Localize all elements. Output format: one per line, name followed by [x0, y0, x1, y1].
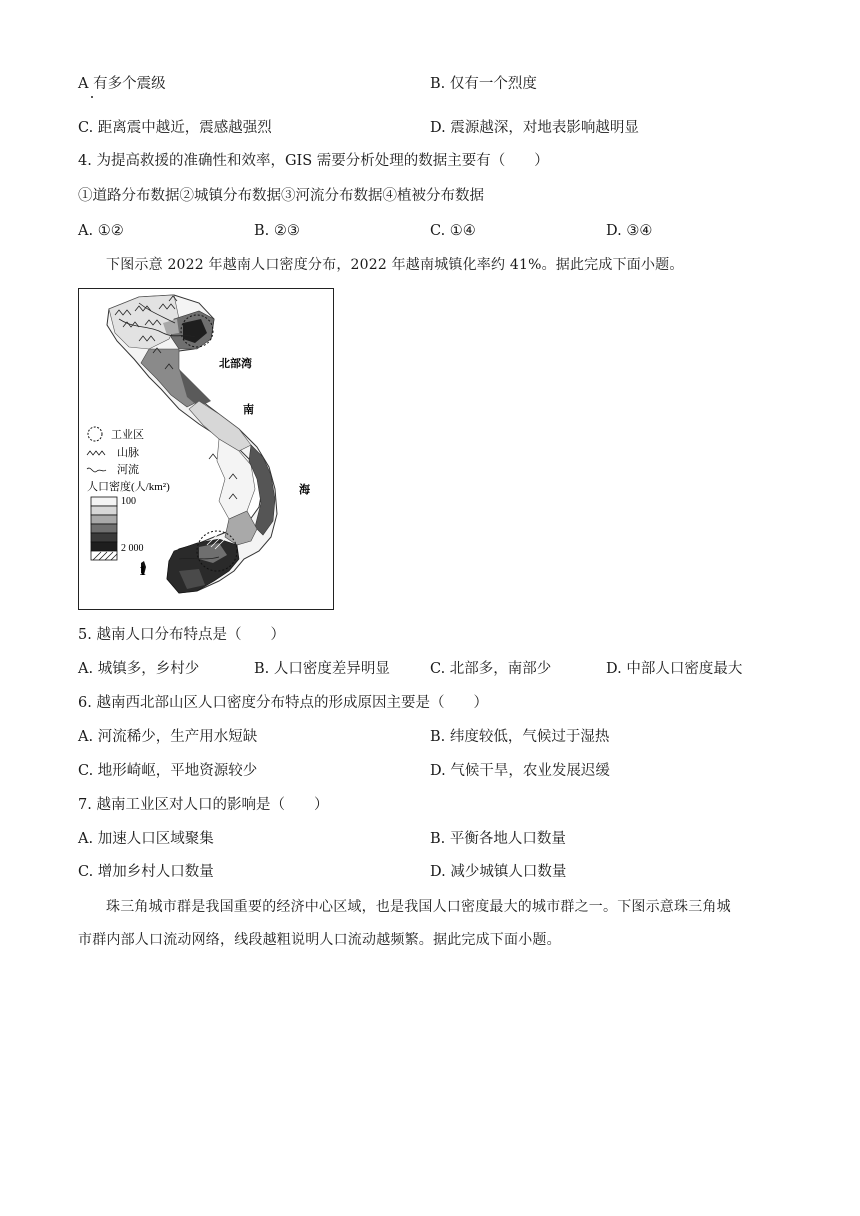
- q5-option-b: B. 人口密度差异明显: [254, 661, 390, 677]
- intro-vietnam: 下图示意 2022 年越南人口密度分布，2022 年越南城镇化率约 41%。据此完成下面小题。: [106, 257, 684, 273]
- legend-max: 2 000: [121, 543, 144, 554]
- map-legend: [87, 427, 170, 560]
- q6-option-b: B. 纬度较低，气候过于湿热: [430, 729, 610, 745]
- q6-option-c: C. 地形崎岖，平地资源较少: [78, 763, 258, 779]
- label-gulf: 北部湾: [219, 358, 252, 370]
- density-swatch-6: [91, 542, 117, 551]
- q6-option-a: A. 河流稀少，生产用水短缺: [78, 729, 258, 745]
- q4-items: ①道路分布数据②城镇分布数据③河流分布数据④植被分布数据: [78, 188, 484, 204]
- scale-mark: 1: [139, 564, 146, 579]
- q7-option-d: D. 减少城镇人口数量: [430, 864, 567, 880]
- legend-mountain: 山脉: [117, 447, 139, 459]
- q5-option-a: A. 城镇多，乡村少: [78, 661, 200, 677]
- density-swatch-3: [91, 515, 117, 524]
- mountain-legend-icon: [87, 451, 105, 455]
- q3-option-a: A 有多个震级: [78, 76, 166, 92]
- q4-option-c: C. ①④: [430, 223, 476, 239]
- q4-option-d: D. ③④: [606, 223, 653, 239]
- q5-option-c: C. 北部多，南部少: [430, 661, 552, 677]
- river-legend-icon: [87, 468, 106, 472]
- legend-industrial: 工业区: [111, 429, 144, 441]
- intro-prd-line2: 市群内部人口流动网络，线段越粗说明人口流动越频繁。据此完成下面小题。: [78, 932, 561, 948]
- q4-option-b: B. ②③: [254, 223, 300, 239]
- q7-option-b: B. 平衡各地人口数量: [430, 831, 566, 847]
- vietnam-density-map: [78, 288, 334, 610]
- q7-option-a: A. 加速人口区域聚集: [78, 831, 214, 847]
- q4-stem: 4. 为提高救援的准确性和效率，GIS 需要分析处理的数据主要有（ ）: [78, 153, 549, 169]
- density-swatch-1: [91, 497, 117, 506]
- q4-option-a: A. ①②: [78, 223, 124, 239]
- label-sea: 海: [299, 484, 310, 496]
- q5-option-d: D. 中部人口密度最大: [606, 661, 743, 677]
- q6-stem: 6. 越南西北部山区人口密度分布特点的形成原因主要是（ ）: [78, 695, 488, 711]
- stray-dot: [91, 96, 93, 98]
- q3-option-b: B. 仅有一个烈度: [430, 76, 537, 92]
- q7-stem: 7. 越南工业区对人口的影响是（ ）: [78, 797, 329, 813]
- legend-min: 100: [121, 496, 136, 507]
- intro-prd-line1: 珠三角城市群是我国重要的经济中心区域，也是我国人口密度最大的城市群之一。下图示意珠三角城: [106, 899, 731, 915]
- q6-option-d: D. 气候干旱，农业发展迟缓: [430, 763, 610, 779]
- density-swatch-5: [91, 533, 117, 542]
- industrial-legend-icon: [88, 427, 102, 441]
- legend-density-title: 人口密度(人/km²): [87, 481, 170, 493]
- q5-stem: 5. 越南人口分布特点是（ ）: [78, 627, 285, 643]
- q7-option-c: C. 增加乡村人口数量: [78, 864, 214, 880]
- q3-option-c: C. 距离震中越近，震感越强烈: [78, 120, 272, 136]
- density-swatch-4: [91, 524, 117, 533]
- q3-option-d: D. 震源越深，对地表影响越明显: [430, 120, 639, 136]
- legend-river: 河流: [117, 464, 139, 476]
- label-south: 南: [243, 404, 254, 416]
- density-swatch-2: [91, 506, 117, 515]
